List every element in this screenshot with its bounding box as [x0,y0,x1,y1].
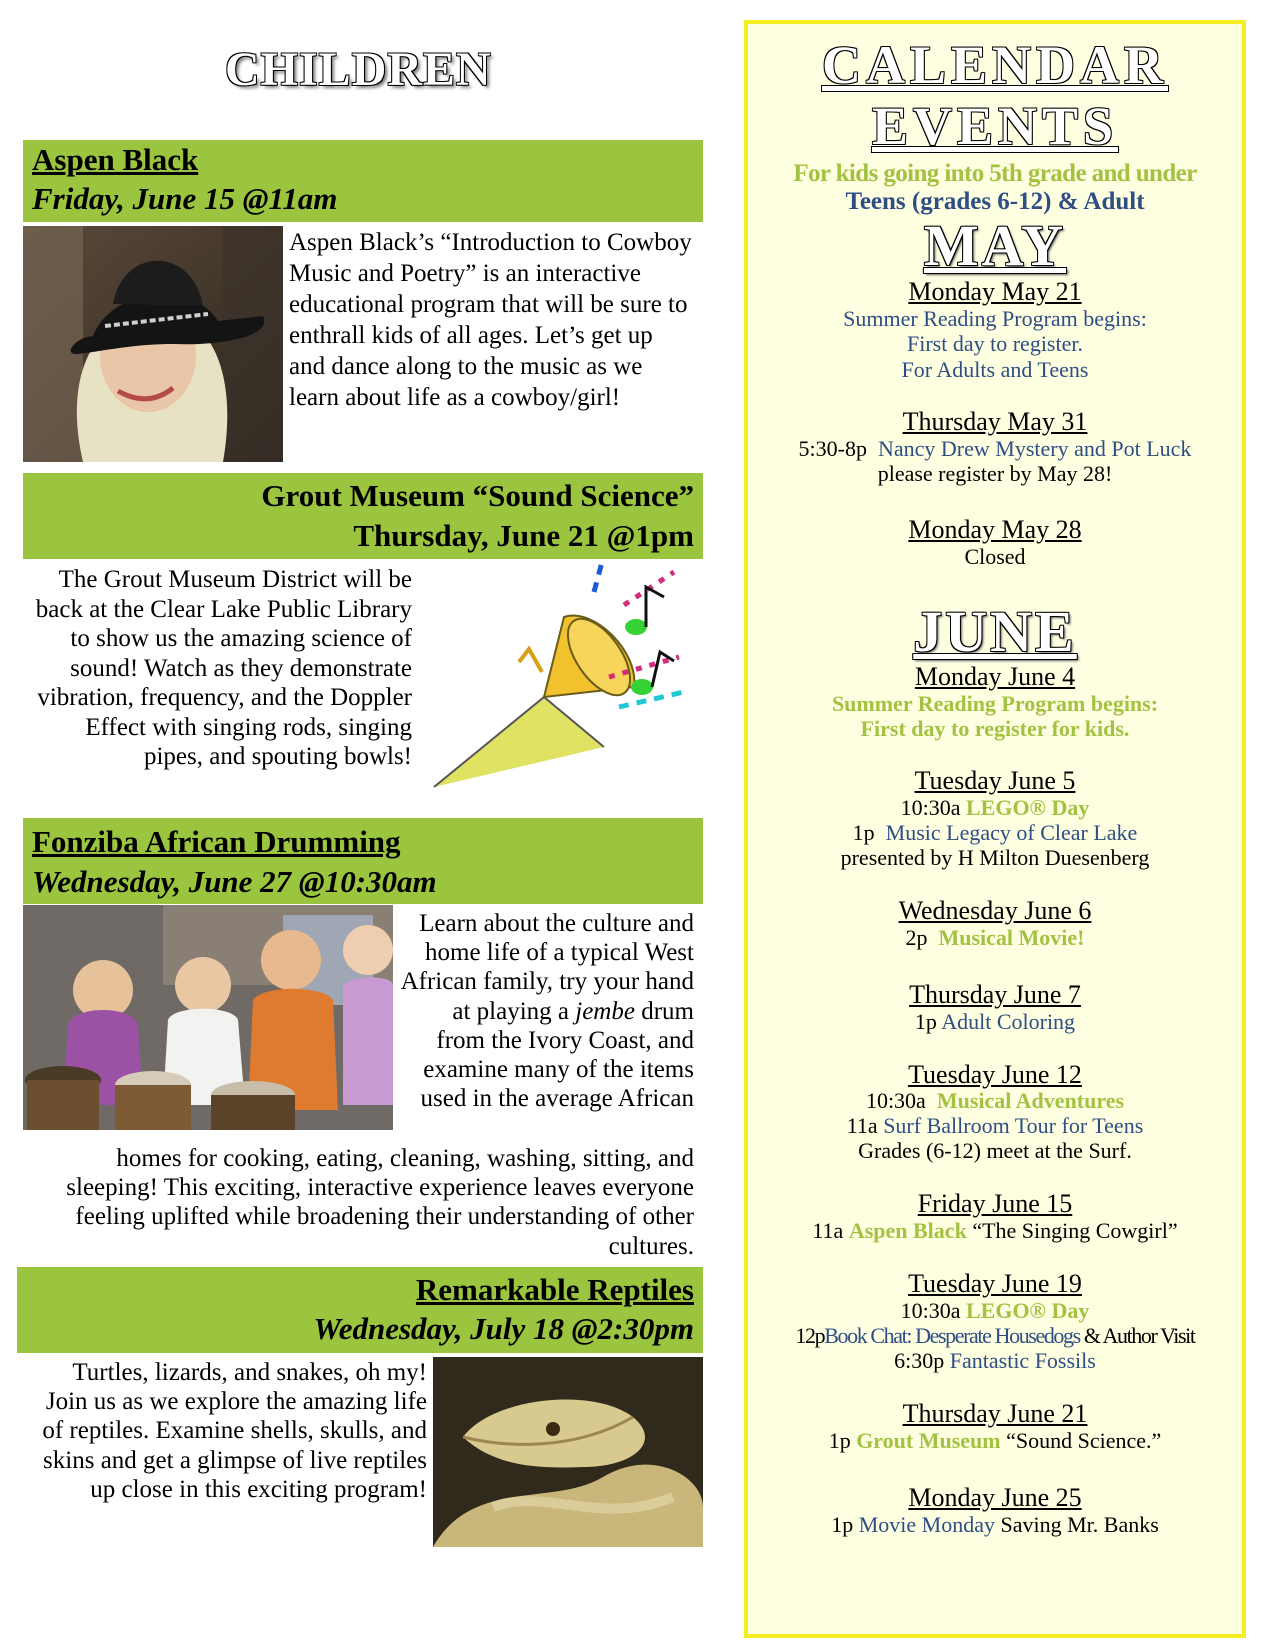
jun15-singing-cowgirl: “The Singing Cowgirl” [972,1218,1178,1243]
jun7-date: Thursday June 7 [909,980,1081,1009]
calendar-title-line-1: CALENDAR [821,35,1169,95]
jun7-event [748,1009,1242,1035]
fonziba-title: Fonziba African Drumming [32,824,401,859]
calendar-title-line-2: EVENTS [871,96,1119,156]
jun21-grout: Grout Museum [856,1428,1001,1453]
jun6-event [748,925,1242,951]
jun25-event [748,1512,1242,1538]
jun15-event [748,1218,1242,1244]
may21-line-3: For Adults and Teens [901,357,1089,382]
jun21-time: 1p [828,1428,851,1453]
may28-note: Closed [964,544,1026,569]
grout-description: The Grout Museum District will be back at the Clear Lake Public Library to show us the amazing science of sound! Watch as they demonstrate vibration, frequency, and the Doppler Effect with singing rods, singing pipes, and spouting bowls! [35,566,412,770]
calendar-panel [744,20,1246,1638]
legend-teens-adults: Teens (grades 6-12) & Adult [845,188,1145,215]
jun25-movie-monday: Movie Monday [858,1512,995,1537]
jun5-event-1 [748,795,1242,821]
jun4-line-1: Summer Reading Program begins: [831,691,1159,716]
jun5-time-1: 10:30a [900,795,961,820]
jun12-musical-adventures: Musical Adventures [936,1088,1125,1113]
reptiles-description: Turtles, lizards, and snakes, oh my! Join us as we explore the amazing life of reptiles. Examine shells, skulls, and skins and get a glimpse of live reptiles up close in this exciting program! [42,1359,427,1503]
may31-event: Nancy Drew Mystery and Pot Luck [878,436,1192,461]
jun19-time-1: 10:30a [900,1298,961,1323]
jun25-film: Saving Mr. Banks [1000,1512,1159,1537]
fonziba-date: Wednesday, June 27 @10:30am [32,864,437,899]
jun5-note: presented by H Milton Duesenberg [840,845,1150,870]
may28-date: Monday May 28 [908,515,1082,544]
jun15-time: 11a [812,1218,844,1243]
music-horn-icon [424,557,694,802]
aspen-date: Friday, June 15 @11am [32,181,338,216]
jun19-fossils: Fantastic Fossils [949,1348,1096,1373]
jun19-event-1 [748,1298,1242,1324]
jun15-aspen: Aspen Black [848,1218,967,1243]
jun5-time-2: 1p [852,820,875,845]
may31-date: Thursday May 31 [902,407,1088,436]
grout-title: Grout Museum “Sound Science” [261,478,694,513]
jun5-date: Tuesday June 5 [914,766,1076,795]
fonziba-description-bottom: homes for cooking, eating, cleaning, washing, sitting, and sleeping! This exciting, interactive experience leaves everyone feeling uplifted while broadening their understanding of other cultures. [66,1145,694,1260]
jun4-line-2: First day to register for kids. [860,716,1130,741]
jun12-event-2 [748,1113,1242,1139]
jun7-time: 1p [914,1009,937,1034]
page-title: CHILDREN [225,43,492,96]
jun12-time-1: 10:30a [865,1088,926,1113]
jun21-date: Thursday June 21 [902,1399,1088,1428]
may31-time: 5:30-8p [798,436,867,461]
jun19-lego: LEGO® Day [965,1298,1090,1323]
jun12-event-1 [748,1088,1242,1114]
jun19-event-3 [748,1348,1242,1374]
jun25-date: Monday June 25 [908,1483,1082,1512]
jun12-surf-tour: Surf Ballroom Tour for Teens [883,1113,1144,1138]
fonziba-description-top [400,909,694,1113]
jun25-time: 1p [831,1512,854,1537]
month-june-heading: JUNE [913,599,1077,664]
jun6-date: Wednesday June 6 [898,896,1092,925]
may21-line-2: First day to register. [907,331,1083,356]
jun4-date: Monday June 4 [914,662,1076,691]
jun12-note: Grades (6-12) meet at the Surf. [858,1138,1132,1163]
may31-note: please register by May 28! [877,461,1113,486]
jun19-author-visit: & Author Visit [1083,1323,1195,1348]
reptiles-date: Wednesday, July 18 @2:30pm [313,1311,694,1346]
aspen-description: Aspen Black’s “Introduction to Cowboy Music and Poetry” is an interactive educational program that will be sure to enthrall kids of all ages. Let’s get up and dance along to the music as we learn about life as a cowboy/girl! [289,229,692,411]
fonziba-desc-part-2a: drum from the Ivory Coast, and examine many of the items used in the average African [420,997,694,1113]
fonziba-desc-part-1: Learn about the culture and home life of a typical West African family, try your hand at playing a [400,910,694,1025]
jun19-date: Tuesday June 19 [908,1269,1082,1298]
jun19-event-2 [748,1323,1242,1349]
jun19-time-2: 12p [795,1323,825,1348]
jun19-book-chat: Book Chat: Desperate Housedogs [824,1323,1080,1348]
jun12-date: Tuesday June 12 [908,1060,1082,1089]
month-may-heading: MAY [923,213,1067,278]
jun21-event [748,1428,1242,1454]
jun6-movie: Musical Movie! [938,925,1085,950]
snake-photo [433,1357,703,1547]
jun19-time-3: 6:30p [894,1348,945,1373]
jun7-coloring: Adult Coloring [941,1009,1076,1034]
reptiles-title: Remarkable Reptiles [415,1272,694,1307]
may21-date: Monday May 21 [908,277,1082,306]
jun5-event-2 [748,820,1242,846]
aspen-photo [23,226,283,462]
jun12-time-2: 11a [846,1113,878,1138]
jun5-lego: LEGO® Day [965,795,1090,820]
jun6-time: 2p [905,925,928,950]
legend-kids: For kids going into 5th grade and under [793,160,1197,187]
jun5-music-legacy: Music Legacy of Clear Lake [885,820,1138,845]
drumming-photo [23,905,393,1130]
jun21-sound-science: “Sound Science.” [1006,1428,1162,1453]
grout-date: Thursday, June 21 @1pm [353,518,694,553]
jun15-date: Friday June 15 [917,1189,1073,1218]
fonziba-desc-jembe: jembe [575,997,635,1025]
may31-event-line [748,436,1242,462]
may21-line-1: Summer Reading Program begins: [843,306,1147,331]
aspen-title: Aspen Black [32,142,199,177]
